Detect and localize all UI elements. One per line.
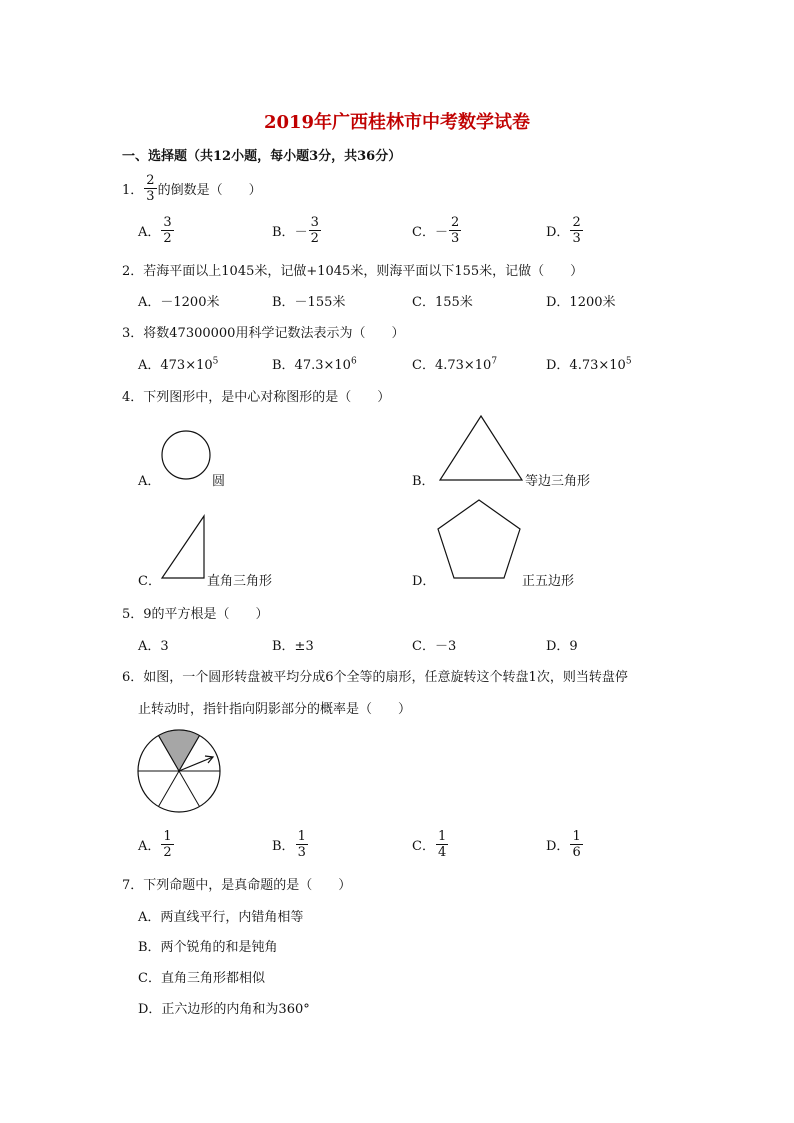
exponent: 6 <box>350 356 357 367</box>
q3-option-c[interactable] <box>412 354 497 373</box>
q4-option-a[interactable]: A． <box>138 474 161 489</box>
option-sign: － <box>294 225 308 240</box>
fraction <box>161 830 173 859</box>
fraction-denominator: 2 <box>310 231 319 246</box>
option-sign: － <box>434 225 448 240</box>
fraction-numerator: 2 <box>146 173 155 188</box>
question-7: 7．下列命题中，是真命题的是（ ） <box>122 878 352 893</box>
q4-caption-a: 圆 <box>212 474 226 489</box>
section-heading: 一、选择题（共12小题，每小题3分，共36分） <box>122 149 402 164</box>
page-title: 2019年广西桂林市中考数学试卷 <box>263 112 531 133</box>
q4-caption-c: 直角三角形 <box>207 574 273 589</box>
fraction-numerator: 1 <box>437 829 447 844</box>
q7-option-b[interactable]: B．两个锐角的和是钝角 <box>138 940 278 955</box>
q4-option-c[interactable]: C． <box>138 574 161 589</box>
fraction-denominator: 2 <box>163 845 172 860</box>
fraction-numerator: 2 <box>450 215 460 230</box>
q2-option-a[interactable]: A．－1200米 <box>138 295 220 310</box>
option-label: A． <box>138 225 161 240</box>
fraction-numerator: 1 <box>297 829 306 844</box>
fraction-denominator: 4 <box>437 845 447 860</box>
option-label: B． <box>272 225 295 240</box>
q1-option-c[interactable] <box>412 216 462 245</box>
fraction-denominator: 3 <box>572 231 581 246</box>
question-4: 4．下列图形中，是中心对称图形的是（ ） <box>122 390 391 405</box>
q7-option-d[interactable]: D．正六边形的内角和为360° <box>138 1002 310 1017</box>
q5-option-b[interactable]: B．±3 <box>272 639 314 654</box>
q7-option-c[interactable]: C．直角三角形都相似 <box>138 971 265 986</box>
circle-figure <box>161 430 211 480</box>
q4-option-d[interactable]: D． <box>412 574 436 589</box>
question-1 <box>122 174 262 203</box>
fraction-denominator: 6 <box>572 845 581 860</box>
spinner-figure <box>137 729 221 813</box>
fraction <box>570 830 582 859</box>
q4-caption-b: 等边三角形 <box>525 474 591 489</box>
fraction <box>449 216 461 245</box>
option-text: D．4.73×10 <box>546 358 626 373</box>
q2-option-d[interactable]: D．1200米 <box>546 295 616 310</box>
option-label: C． <box>412 225 435 240</box>
fraction <box>570 216 582 245</box>
question-number: 1． <box>122 183 144 198</box>
fraction-numerator: 3 <box>163 215 172 230</box>
fraction-denominator: 3 <box>450 231 460 246</box>
option-label: C． <box>412 839 435 854</box>
q6-option-c[interactable] <box>412 830 449 859</box>
question-3: 3．将数47300000用科学记数法表示为（ ） <box>122 326 405 341</box>
fraction-denominator: 3 <box>146 189 155 204</box>
fraction-numerator: 1 <box>572 829 581 844</box>
option-label: A． <box>138 839 161 854</box>
q7-option-a[interactable]: A．两直线平行，内错角相等 <box>138 910 304 925</box>
fraction-denominator: 2 <box>163 231 172 246</box>
q4-caption-d: 正五边形 <box>522 574 575 589</box>
fraction-denominator: 3 <box>297 845 306 860</box>
question-6-line-2: 止转动时，指针指向阴影部分的概率是（ ） <box>138 702 412 717</box>
q3-option-a[interactable] <box>138 354 218 373</box>
equilateral-triangle-figure <box>438 414 524 482</box>
fraction-numerator: 3 <box>310 215 319 230</box>
q1-option-b[interactable] <box>272 216 322 245</box>
fraction-numerator: 1 <box>163 829 172 844</box>
right-triangle-figure <box>160 514 208 580</box>
question-5: 5．9的平方根是（ ） <box>122 607 269 622</box>
q6-option-b[interactable] <box>272 830 309 859</box>
q6-option-a[interactable] <box>138 830 175 859</box>
fraction <box>144 174 156 203</box>
right-triangle-shape <box>162 516 204 578</box>
q4-option-b[interactable]: B． <box>412 474 435 489</box>
exponent: 7 <box>491 356 498 367</box>
circle-shape <box>162 431 210 479</box>
option-text: B．47.3×10 <box>272 358 351 373</box>
fraction <box>436 830 448 859</box>
question-text: 的倒数是（ ） <box>157 183 262 198</box>
fraction <box>296 830 308 859</box>
q1-option-d[interactable] <box>546 216 584 245</box>
pentagon-shape <box>438 500 520 578</box>
q5-option-c[interactable]: C．－3 <box>412 639 457 654</box>
exponent: 5 <box>625 356 632 367</box>
option-text: A．473×10 <box>138 358 213 373</box>
q5-option-a[interactable]: A．3 <box>138 639 169 654</box>
fraction <box>309 216 321 245</box>
fraction <box>161 216 173 245</box>
question-6-line-1: 6．如图，一个圆形转盘被平均分成6个全等的扇形，任意旋转这个转盘1次，则当转盘停 <box>122 670 628 685</box>
q1-option-a[interactable] <box>138 216 175 245</box>
option-label: D． <box>546 225 570 240</box>
q2-option-c[interactable]: C．155米 <box>412 295 473 310</box>
pentagon-figure <box>435 498 523 582</box>
exponent: 5 <box>212 356 219 367</box>
q6-option-d[interactable] <box>546 830 584 859</box>
q2-option-b[interactable]: B．－155米 <box>272 295 346 310</box>
option-label: B． <box>272 839 295 854</box>
fraction-numerator: 2 <box>572 215 581 230</box>
q3-option-d[interactable] <box>546 354 632 373</box>
q5-option-d[interactable]: D．9 <box>546 639 578 654</box>
q3-option-b[interactable] <box>272 354 357 373</box>
option-label: D． <box>546 839 570 854</box>
triangle-shape <box>440 416 522 480</box>
option-text: C．4.73×10 <box>412 358 492 373</box>
question-2: 2．若海平面以上1045米，记做+1045米，则海平面以下155米，记做（ ） <box>122 264 584 279</box>
